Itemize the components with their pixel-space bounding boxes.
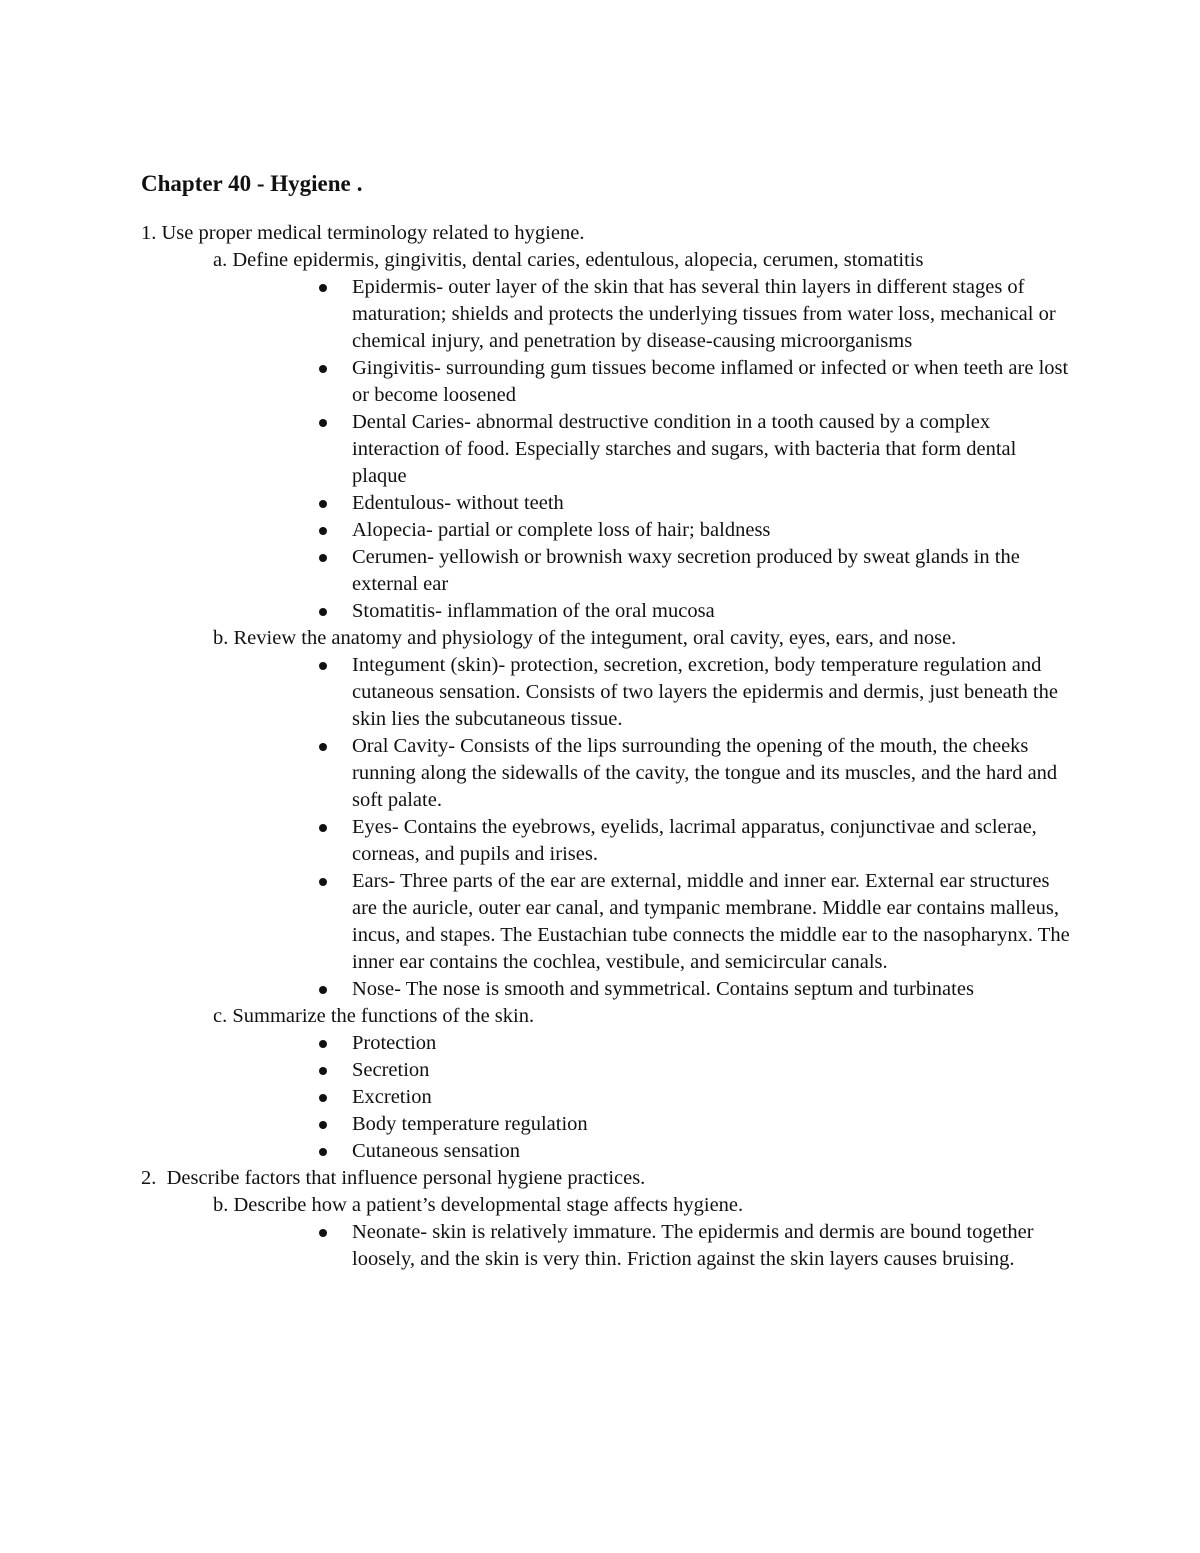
bullet-item	[352, 274, 1076, 355]
bullet-item	[352, 1030, 1076, 1057]
bullet-dot-icon	[319, 824, 327, 832]
bullet-item	[352, 544, 1076, 598]
subsection-text: Review the anatomy and physiology of the integument, oral cavity, eyes, ears, and nose.	[233, 627, 957, 649]
bullet-dot-icon	[319, 365, 327, 373]
bullet-text: Edentulous- without teeth	[352, 492, 564, 514]
bullet-item	[352, 976, 1076, 1003]
bullet-text: Body temperature regulation	[352, 1113, 588, 1135]
subsection-heading	[141, 625, 1076, 652]
subsection-1a	[141, 247, 1076, 625]
section-number: 2.	[141, 1167, 157, 1189]
subsection-letter: a.	[213, 249, 228, 271]
subsection-text: Describe how a patient’s developmental stage affects hygiene.	[233, 1194, 744, 1216]
bullet-dot-icon	[319, 1040, 327, 1048]
subsection-heading	[141, 1003, 1076, 1030]
subsection-1c	[141, 1003, 1076, 1165]
bullet-text: Excretion	[352, 1086, 432, 1108]
bullet-item	[352, 517, 1076, 544]
bullet-dot-icon	[319, 878, 327, 886]
bullet-text: Oral Cavity- Consists of the lips surrounding the opening of the mouth, the cheeks running along the sidewalls of the cavity, the tongue and its muscles, and the hard and soft palate.	[352, 735, 1058, 811]
bullet-item	[352, 409, 1076, 490]
bullet-text: Gingivitis- surrounding gum tissues become inflamed or infected or when teeth are lost or become loosened	[352, 357, 1069, 406]
bullet-dot-icon	[319, 1094, 327, 1102]
document-page	[141, 168, 1076, 1273]
bullet-dot-icon	[319, 1229, 327, 1237]
bullet-item	[352, 1084, 1076, 1111]
chapter-title-text: Chapter 40 - Hygiene	[141, 171, 351, 196]
bullet-dot-icon	[319, 662, 327, 670]
bullet-item	[352, 652, 1076, 733]
bullet-dot-icon	[319, 419, 327, 427]
bullet-list	[141, 1219, 1076, 1273]
bullet-item	[352, 868, 1076, 976]
bullet-list	[141, 652, 1076, 1003]
subsection-text: Define epidermis, gingivitis, dental caries, edentulous, alopecia, cerumen, stomatitis	[232, 249, 924, 271]
section-2	[141, 1165, 1076, 1273]
section-heading	[141, 1165, 1076, 1192]
bullet-item	[352, 1057, 1076, 1084]
subsection-letter: c.	[213, 1005, 228, 1027]
bullet-dot-icon	[319, 1148, 327, 1156]
bullet-text: Eyes- Contains the eyebrows, eyelids, lacrimal apparatus, conjunctivae and sclerae, corneas, and pupils and irises.	[352, 816, 1037, 865]
bullet-dot-icon	[319, 554, 327, 562]
chapter-title-period: .	[356, 171, 363, 196]
bullet-text: Alopecia- partial or complete loss of hair; baldness	[352, 519, 771, 541]
bullet-dot-icon	[319, 1121, 327, 1129]
bullet-dot-icon	[319, 743, 327, 751]
bullet-dot-icon	[319, 527, 327, 535]
section-heading	[141, 220, 1076, 247]
bullet-text: Integument (skin)- protection, secretion, excretion, body temperature regulation and cutaneous sensation. Consists of two layers the epidermis and dermis, just beneath the skin lies the subcutaneous tissue.	[352, 654, 1058, 730]
section-text: Use proper medical terminology related to hygiene.	[161, 222, 585, 244]
bullet-list	[141, 1030, 1076, 1165]
bullet-item	[352, 598, 1076, 625]
bullet-dot-icon	[319, 986, 327, 994]
bullet-text: Dental Caries- abnormal destructive condition in a tooth caused by a complex interaction of food. Especially starches and sugars, with bacteria that form dental plaque	[352, 411, 1017, 487]
subsection-letter: b.	[213, 627, 229, 649]
bullet-item	[352, 814, 1076, 868]
subsection-text: Summarize the functions of the skin.	[232, 1005, 535, 1027]
bullet-item	[352, 490, 1076, 517]
bullet-list	[141, 274, 1076, 625]
bullet-dot-icon	[319, 284, 327, 292]
section-1	[141, 220, 1076, 1165]
bullet-dot-icon	[319, 608, 327, 616]
bullet-text: Epidermis- outer layer of the skin that has several thin layers in different stages of maturation; shields and protects the underlying tissues from water loss, mechanical or chemical injury, and penetration by disease-causing microorganisms	[352, 276, 1056, 352]
section-number: 1.	[141, 222, 157, 244]
bullet-text: Protection	[352, 1032, 437, 1054]
bullet-text: Stomatitis- inflammation of the oral mucosa	[352, 600, 715, 622]
bullet-dot-icon	[319, 1067, 327, 1075]
bullet-text: Secretion	[352, 1059, 430, 1081]
bullet-text: Neonate- skin is relatively immature. The epidermis and dermis are bound together loosely, and the skin is very thin. Friction against the skin layers causes bruising.	[352, 1221, 1034, 1270]
bullet-item	[352, 355, 1076, 409]
bullet-text: Ears- Three parts of the ear are external, middle and inner ear. External ear structures are the auricle, outer ear canal, and tympanic membrane. Middle ear contains malleus, incus, and stapes. The Eustachian tube connects the middle ear to the nasopharynx. The inner ear contains the cochlea, vestibule, and semicircular canals.	[352, 870, 1070, 973]
bullet-item	[352, 1111, 1076, 1138]
bullet-text: Nose- The nose is smooth and symmetrical. Contains septum and turbinates	[352, 978, 974, 1000]
subsection-1b	[141, 625, 1076, 1003]
section-text: Describe factors that influence personal hygiene practices.	[166, 1167, 646, 1189]
chapter-title	[141, 168, 1076, 220]
subsection-letter: b.	[213, 1194, 229, 1216]
bullet-text: Cerumen- yellowish or brownish waxy secretion produced by sweat glands in the external ear	[352, 546, 1020, 595]
bullet-item	[352, 733, 1076, 814]
bullet-item	[352, 1219, 1076, 1273]
subsection-2b	[141, 1192, 1076, 1273]
bullet-text: Cutaneous sensation	[352, 1140, 520, 1162]
subsection-heading	[141, 247, 1076, 274]
subsection-heading	[141, 1192, 1076, 1219]
bullet-item	[352, 1138, 1076, 1165]
bullet-dot-icon	[319, 500, 327, 508]
